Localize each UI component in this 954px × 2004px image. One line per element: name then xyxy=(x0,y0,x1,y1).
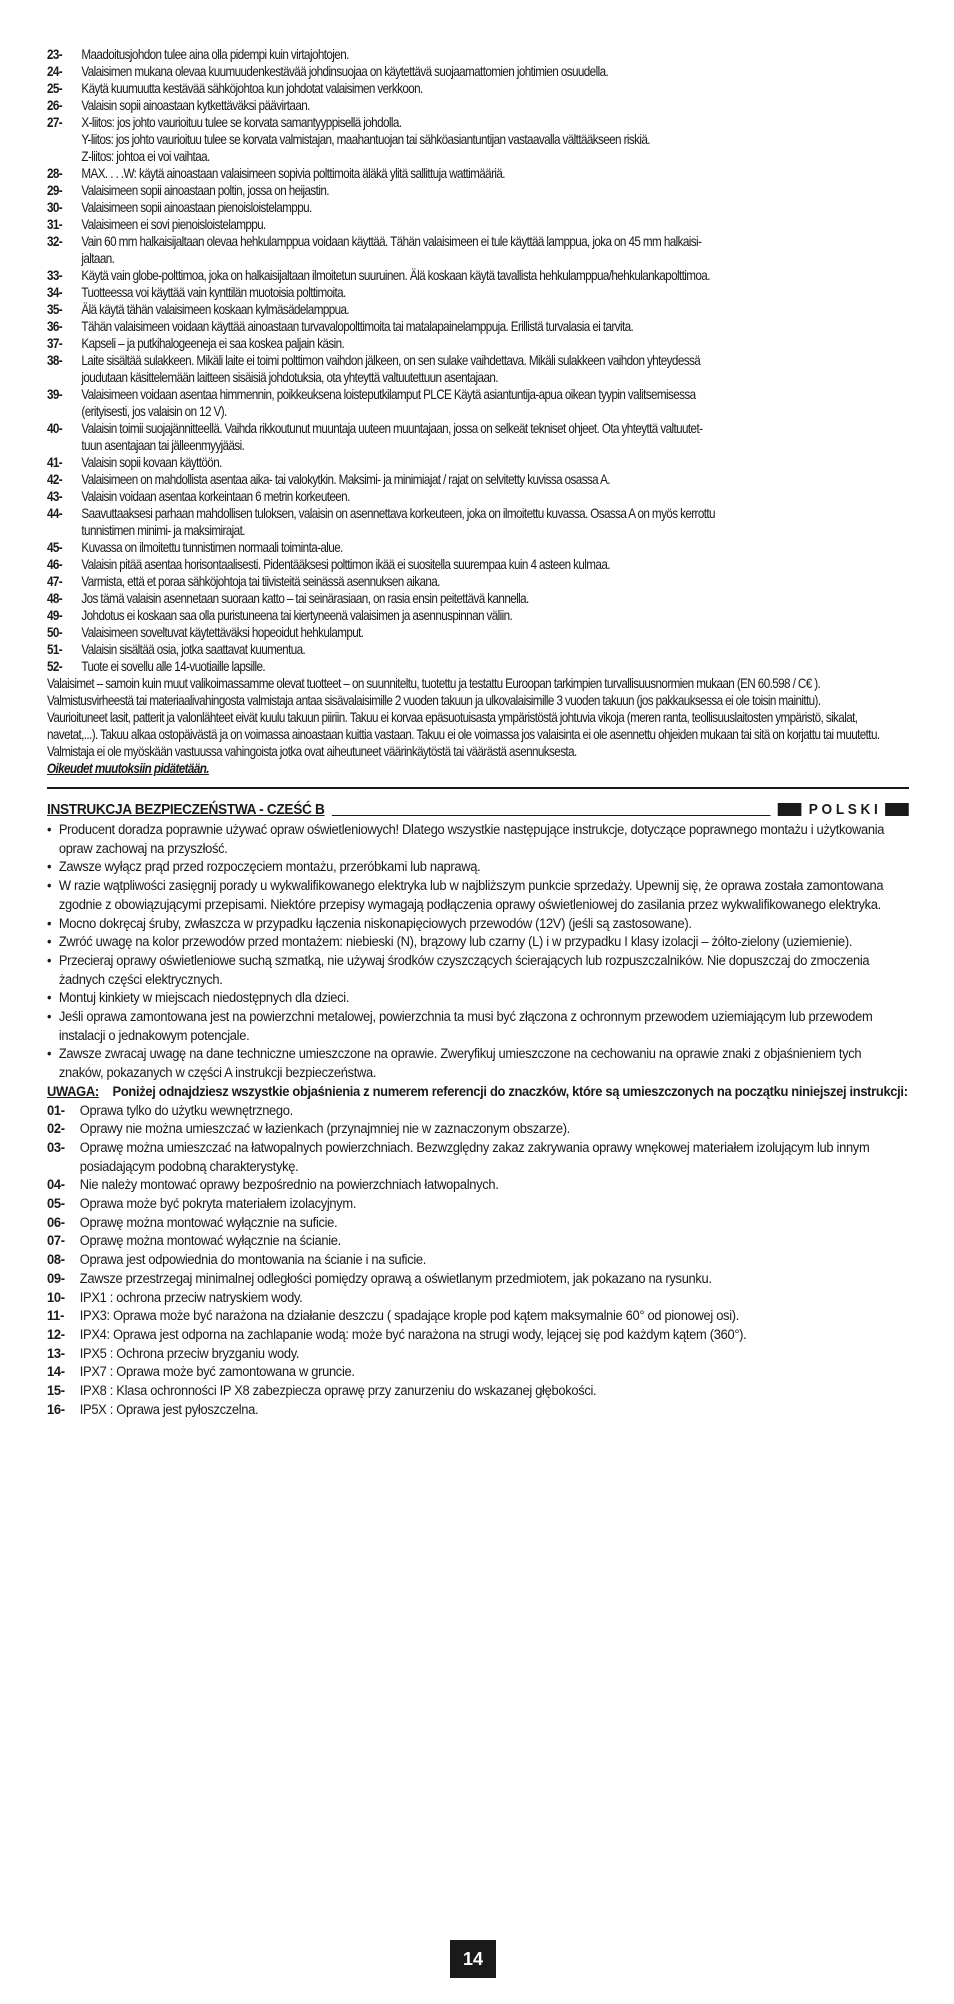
polish-title: INSTRUKCJA BEZPIECZEŃSTWA - CZEŚĆ B xyxy=(47,800,325,818)
page-number: 14 xyxy=(450,1940,496,1978)
rights-reserved-note: Oikeudet muutoksiin pidätetään. xyxy=(47,761,209,776)
polish-item xyxy=(47,1139,909,1176)
finnish-item xyxy=(47,63,909,80)
bullet-text: Mocno dokręcaj śruby, zwłaszcza w przypadku łączenia niskonapięciowych przewodów (12V) (jeśli są zastosowane). xyxy=(58,915,692,932)
item-number: 34- xyxy=(47,285,63,300)
finnish-item xyxy=(47,641,909,658)
finnish-item xyxy=(47,471,909,488)
item-number: 44- xyxy=(47,506,63,521)
finnish-item xyxy=(47,386,909,420)
item-text: Tuotteessa voi käyttää vain kynttilän muotoisia polttimoita. xyxy=(81,285,346,300)
item-text: Valaisimeen on mahdollista asentaa aika- tai valokytkin. Maksimi- ja minimiajat / rajat on selvitetty kuvissa osassa A. xyxy=(81,472,610,487)
polish-item xyxy=(47,1232,909,1251)
item-text: Oprawa może być pokryta materiałem izolacyjnym. xyxy=(79,1196,357,1213)
bullet-dot-icon: • xyxy=(47,934,52,951)
finnish-item xyxy=(47,80,909,97)
item-number: 10- xyxy=(47,1289,65,1306)
item-number: 08- xyxy=(47,1252,65,1269)
polish-item xyxy=(47,1307,909,1326)
item-number: 03- xyxy=(47,1139,65,1156)
item-number: 05- xyxy=(47,1196,65,1213)
item-number: 25- xyxy=(47,81,63,96)
item-number: 14- xyxy=(47,1364,65,1381)
item-text: Kuvassa on ilmoitettu tunnistimen normaali toiminta-alue. xyxy=(81,540,343,555)
finnish-item xyxy=(47,46,909,63)
item-text: Jos tämä valaisin asennetaan suoraan katto – tai seinärasiaan, on rasia ensin peitettävä kannella. xyxy=(81,591,529,606)
item-number: 16- xyxy=(47,1401,65,1418)
bullet-text: Zawsze zwracaj uwagę na dane techniczne umieszczone na oprawie. Zweryfikuj umieszczone na cechowaniu na oprawie znaki z objaśnieniem tych znaków, pokazanych w części A instrukcji bezpieczeństwa. xyxy=(58,1046,862,1082)
item-number: 40- xyxy=(47,421,63,436)
polish-item xyxy=(47,1382,909,1401)
item-text: Valaisimen mukana olevaa kuumuudenkestävää johdinsuojaa on käytettävä suojaamattomien johtimien osuudella. xyxy=(81,64,609,79)
item-number: 48- xyxy=(47,591,63,606)
item-number: 33- xyxy=(47,268,63,283)
item-text: Tuote ei sovellu alle 14-vuotiaille lapsille. xyxy=(81,659,266,674)
bullet-text: Montuj kinkiety w miejscach niedostępnych dla dzieci. xyxy=(58,990,350,1007)
finnish-item xyxy=(47,488,909,505)
polish-item xyxy=(47,1251,909,1270)
item-number: 11- xyxy=(47,1308,65,1325)
bullet-dot-icon: • xyxy=(47,822,52,838)
finnish-item xyxy=(47,590,909,607)
item-number: 13- xyxy=(47,1345,65,1362)
item-text: Valaisimeen ei sovi pienoisloistelamppu. xyxy=(81,217,266,232)
item-text: Oprawa jest odpowiednia do montowania na ścianie i na suficie. xyxy=(79,1252,427,1269)
bullet-item xyxy=(47,1008,909,1045)
finnish-item-list xyxy=(47,46,909,675)
bullet-dot-icon: • xyxy=(47,915,52,932)
item-number: 26- xyxy=(47,98,63,113)
finnish-item xyxy=(47,182,909,199)
finnish-item xyxy=(47,539,909,556)
polish-section xyxy=(47,799,909,1420)
polish-bullet-list xyxy=(47,821,909,1083)
item-text: Tähän valaisimeen voidaan käyttää ainoastaan turvavalopolttimoita tai matalapainelamppuja. Erillistä turvalasia ei tarvita. xyxy=(81,319,634,334)
finnish-item xyxy=(47,199,909,216)
bullet-dot-icon: • xyxy=(47,1046,52,1063)
item-text: Kapseli – ja putkihalogeeneja ei saa koskea paljain käsin. xyxy=(81,336,345,351)
finnish-item xyxy=(47,573,909,590)
item-number: 27- xyxy=(47,115,63,130)
polish-item xyxy=(47,1270,909,1289)
item-text: MAX. . . .W: käytä ainoastaan valaisimeen sopivia polttimoita äläkä ylitä sallittuja wattimääriä. xyxy=(81,166,505,181)
item-text: Zawsze przestrzegaj minimalnej odległości pomiędzy oprawą a oświetlanym przedmiotem, jak pokazano na rysunku. xyxy=(79,1270,712,1287)
uwaga-text: Poniżej odnajdziesz wszystkie objaśnienia z numerem referencji do znaczków, które są umieszczonych na początku niniejszej instrukcji: xyxy=(112,1083,908,1100)
finnish-item xyxy=(47,318,909,335)
bullet-item xyxy=(47,858,909,877)
item-number: 12- xyxy=(47,1326,65,1343)
item-number: 32- xyxy=(47,234,63,249)
item-number: 38- xyxy=(47,353,63,368)
finnish-item xyxy=(47,216,909,233)
polish-item xyxy=(47,1102,909,1121)
item-text: Valaisin pitää asentaa horisontaalisesti. Pidentääksesi polttimon ikää ei suositella suurempaa kuin 4 asteen kulmaa. xyxy=(81,557,610,572)
item-number: 47- xyxy=(47,574,63,589)
finnish-section xyxy=(47,46,909,777)
item-number: 41- xyxy=(47,455,63,470)
item-text: Maadoitusjohdon tulee aina olla pidempi kuin virtajohtojen. xyxy=(81,47,349,62)
item-text: IPX7 : Oprawa może być zamontowana w gruncie. xyxy=(79,1364,355,1381)
bullet-text: Przecieraj oprawy oświetleniowe suchą szmatką, nie używaj środków czyszczących ścierających lub rozpuszczalników. Nie dopuszczaj do zmoczenia żadnych części elektrycznych. xyxy=(58,952,870,988)
item-number: 50- xyxy=(47,625,63,640)
item-text: Valaisimeen voidaan asentaa himmennin, poikkeuksena loisteputkilamput PLCE Käytä asiantuntija-apua oikean tyypin valitsemisessa (erityisesti, jos valaisin on 12 V). xyxy=(81,387,696,419)
item-number: 43- xyxy=(47,489,63,504)
bullet-dot-icon: • xyxy=(47,878,52,895)
finnish-item xyxy=(47,624,909,641)
page xyxy=(47,46,909,1420)
item-number: 23- xyxy=(47,47,63,62)
polish-item xyxy=(47,1214,909,1233)
language-tag-block-left xyxy=(778,803,802,816)
bullet-item xyxy=(47,877,909,914)
item-text: Nie należy montować oprawy bezpośrednio na powierzchniach łatwopalnych. xyxy=(79,1177,499,1194)
polish-header xyxy=(47,799,909,821)
bullet-dot-icon: • xyxy=(47,952,52,969)
item-text: Oprawa tylko do użytku wewnętrznego. xyxy=(79,1102,293,1119)
item-number: 51- xyxy=(47,642,63,657)
item-text: X-liitos: jos johto vaurioituu tulee se korvata samantyyppisellä johdolla. Y-liitos: jos johto vaurioituu tulee se korvata valmistajan, maahantuojan tai sähköasiantuntijan vastaavalla välttääkseen riskiä. Z-liitos: johtoa ei voi vaihtaa. xyxy=(81,115,650,164)
item-text: Valaisin toimii suojajännitteellä. Vaihda rikkoutunut muuntaja uuteen muuntajaan, jossa on selkeät tekniset ohjeet. Ota yhteyttä valtuutet- tuun asentajaan tai jälleenmyyjääsi. xyxy=(81,421,703,453)
finnish-item xyxy=(47,114,909,165)
item-text: Käytä vain globe-polttimoa, joka on halkaisijaltaan ilmoitetun suuruinen. Älä koskaan käytä tavallista hehkulamppua/hehkulankapolttimoa. xyxy=(81,268,710,283)
item-number: 15- xyxy=(47,1383,65,1400)
item-number: 49- xyxy=(47,608,63,623)
item-number: 42- xyxy=(47,472,63,487)
language-label: POLSKI xyxy=(808,800,882,818)
language-tag-block-right xyxy=(885,803,909,816)
item-text: Oprawę można montować wyłącznie na suficie. xyxy=(79,1214,338,1231)
polish-item xyxy=(47,1363,909,1382)
finnish-item xyxy=(47,658,909,675)
finnish-item xyxy=(47,420,909,454)
finnish-item xyxy=(47,352,909,386)
item-text: Valaisimeen soveltuvat käytettäväksi hopeoidut hehkulamput. xyxy=(81,625,364,640)
item-number: 04- xyxy=(47,1177,65,1194)
item-text: Laite sisältää sulakkeen. Mikäli laite ei toimi polttimon vaihdon jälkeen, on sen sulake vaihdettava. Mikäli sulakkeen vaihdon yhteydessä joudutaan käsittelemään laitteen sisäisiä johdotuksia, ota yhteyttä valtuutettuun asentajaan. xyxy=(81,353,701,385)
warranty-paragraph-2: Vaurioituneet lasit, patterit ja valonlähteet eivät kuulu takuun piiriin. Takuu ei korvaa epäsuotuisasta ympäristöstä johtuvia vikoja (meren ranta, teollisuuslaitosten ympäristö, sikalat, navetat,...). Takuu alkaa ostopäivästä ja on voimassa ainoastaan kuittia vastaan. Takuu ei ole voimassa jos valaisinta ei ole asennettu ohjeiden mukaan tai sitä on korjattu tai muutettu. Valmistaja ei ole myöskään vastuussa vahingoista jotka ovat aiheutuneet väärinkäytöstä tai väärästä asennuksesta. xyxy=(47,710,880,759)
bullet-item xyxy=(47,1045,909,1082)
item-text: Saavuttaaksesi parhaan mahdollisen tuloksen, valaisin on asennettava korkeuteen, joka on ilmoitettu kuvassa. Osassa A on myös kerrottu tunnistimen minimi- ja maksimirajat. xyxy=(81,506,715,538)
language-tag xyxy=(778,801,909,820)
item-text: Valaisimeen sopii ainoastaan pienoisloistelamppu. xyxy=(81,200,312,215)
item-text: Valaisin sopii kovaan käyttöön. xyxy=(81,455,222,470)
item-text: Oprawę można umieszczać na łatwopalnych powierzchniach. Bezwzględny zakaz zakrywania oprawy wnękowej materiałem izolującym lub innym posiadającym podobną charakterystykę. xyxy=(79,1139,870,1175)
item-text: Johdotus ei koskaan saa olla puristuneena tai kiertyneenä valaisimen ja asennuspinnan väliin. xyxy=(81,608,513,623)
bullet-dot-icon: • xyxy=(47,859,52,876)
finnish-item xyxy=(47,97,909,114)
finnish-item xyxy=(47,556,909,573)
item-number: 29- xyxy=(47,183,63,198)
bullet-item xyxy=(47,915,909,934)
polish-item xyxy=(47,1401,909,1420)
item-number: 36- xyxy=(47,319,63,334)
item-number: 39- xyxy=(47,387,63,402)
item-number: 30- xyxy=(47,200,63,215)
polish-item xyxy=(47,1195,909,1214)
bullet-item xyxy=(47,933,909,952)
finnish-item xyxy=(47,233,909,267)
item-text: IP5X : Oprawa jest pyłoszczelna. xyxy=(79,1401,259,1418)
bullet-item xyxy=(47,989,909,1008)
polish-item xyxy=(47,1345,909,1364)
polish-item-list xyxy=(47,1102,909,1420)
item-number: 35- xyxy=(47,302,63,317)
polish-item xyxy=(47,1289,909,1308)
uwaga-note xyxy=(47,1083,909,1102)
item-number: 52- xyxy=(47,659,63,674)
finnish-item xyxy=(47,454,909,471)
polish-item xyxy=(47,1176,909,1195)
bullet-item xyxy=(47,952,909,989)
finnish-item xyxy=(47,284,909,301)
item-number: 24- xyxy=(47,64,63,79)
item-text: Oprawę można montować wyłącznie na ścianie. xyxy=(79,1233,341,1250)
finnish-item xyxy=(47,267,909,284)
item-number: 09- xyxy=(47,1270,65,1287)
finnish-item xyxy=(47,505,909,539)
bullet-item xyxy=(47,821,909,858)
finnish-item xyxy=(47,607,909,624)
item-text: IPX1 : ochrona przeciw natryskiem wody. xyxy=(79,1289,303,1306)
item-number: 28- xyxy=(47,166,63,181)
item-text: Vain 60 mm halkaisijaltaan olevaa hehkulamppua voidaan käyttää. Tähän valaisimeen ei tule käyttää lamppua, joka on 45 mm halkaisi- jaltaan. xyxy=(81,234,702,266)
item-text: Valaisimeen sopii ainoastaan poltin, jossa on heijastin. xyxy=(81,183,329,198)
item-number: 07- xyxy=(47,1233,65,1250)
item-number: 02- xyxy=(47,1121,65,1138)
bullet-text: Jeśli oprawa zamontowana jest na powierzchni metalowej, powierzchnia ta musi być złączona z ochronnym przewodem uziemiającym lub przewodem instalacji o jednakowym potencjale. xyxy=(58,1009,873,1044)
item-text: IPX8 : Klasa ochronności IP X8 zabezpiecza oprawę przy zanurzeniu do wskazanej głębokości. xyxy=(79,1383,597,1400)
warranty-paragraph-1: Valaisimet – samoin kuin muut valikoimassamme olevat tuotteet – on suunniteltu, tuotettu ja testattu Euroopan tarkimpien turvallisuusnormien mukaan (EN 60.598 / C€ ). Valmistusvirheestä tai materiaalivahingosta valmistaja antaa sisävalaisimille 2 vuoden takuun ja ulkovalaisimille 3 vuoden takuun (jos pakkauksessa ei ole toisin mainittu). xyxy=(47,676,821,708)
item-text: Älä käytä tähän valaisimeen koskaan kylmäsädelamppua. xyxy=(81,302,350,317)
bullet-text: Zawsze wyłącz prąd przed rozpoczęciem montażu, przeróbkami lub naprawą. xyxy=(58,859,481,876)
item-number: 01- xyxy=(47,1102,65,1119)
item-number: 45- xyxy=(47,540,63,555)
polish-item xyxy=(47,1120,909,1139)
item-text: IPX3: Oprawa może być narażona na działanie deszczu ( spadające krople pod kątem maksymalnie 60° od pionowej osi). xyxy=(79,1308,739,1325)
item-text: Käytä kuumuutta kestävää sähköjohtoa kun johdotat valaisimen verkkoon. xyxy=(81,81,423,96)
item-number: 46- xyxy=(47,557,63,572)
item-text: Valaisin sisältää osia, jotka saattavat kuumentua. xyxy=(81,642,306,657)
item-text: IPX5 : Ochrona przeciw bryzganiu wody. xyxy=(79,1345,300,1362)
item-text: Varmista, että et poraa sähköjohtoja tai tiivisteitä seinässä asennuksen aikana. xyxy=(81,574,440,589)
bullet-text: W razie wątpliwości zasięgnij porady u wykwalifikowanego elektryka lub w najbliższym punkcie sprzedaży. Upewnij się, że oprawa została zamontowana zgodnie z obowiązującymi przepisami. Niektóre przepisy wymagają podłączenia oprawy oświetleniowej do zasilania przez wykwalifikowanego elektryka. xyxy=(58,878,884,913)
item-number: 31- xyxy=(47,217,63,232)
bullet-text: Producent doradza poprawnie używać opraw oświetleniowych! Dlatego wszystkie następujące instrukcje, dotyczące poprawnego montażu i użytkowania opraw zachowaj na przyszłość. xyxy=(58,822,885,857)
uwaga-label: UWAGA: xyxy=(47,1083,99,1100)
polish-item xyxy=(47,1326,909,1345)
finnish-item xyxy=(47,301,909,318)
section-divider xyxy=(47,787,909,789)
item-text: Oprawy nie można umieszczać w łazienkach (przynajmniej nie w zaznaczonym obszarze). xyxy=(79,1121,570,1138)
finnish-item xyxy=(47,335,909,352)
bullet-dot-icon: • xyxy=(47,990,52,1007)
finnish-item xyxy=(47,165,909,182)
item-text: Valaisin sopii ainoastaan kytkettäväksi päävirtaan. xyxy=(81,98,310,113)
bullet-dot-icon: • xyxy=(47,1009,52,1026)
header-rule xyxy=(332,805,771,816)
item-text: Valaisin voidaan asentaa korkeintaan 6 metrin korkeuteen. xyxy=(81,489,350,504)
item-text: IPX4: Oprawa jest odporna na zachlapanie wodą: może być narażona na strugi wody, lejącej się pod każdym kątem (360°). xyxy=(79,1326,747,1343)
bullet-text: Zwróć uwagę na kolor przewodów przed montażem: niebieski (N), brązowy lub czarny (L) i w przypadku I klasy izolacji – żółto-zielony (uziemienie). xyxy=(58,934,853,951)
item-number: 37- xyxy=(47,336,63,351)
item-number: 06- xyxy=(47,1214,65,1231)
